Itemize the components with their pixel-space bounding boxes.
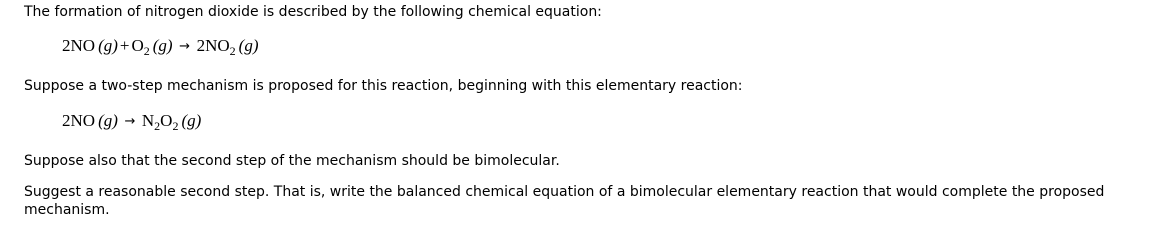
state-label: (g) bbox=[98, 36, 118, 55]
state-label: (g) bbox=[238, 36, 259, 55]
overall-equation bbox=[62, 35, 258, 58]
state-label: (g) bbox=[181, 111, 202, 130]
reactant-no: 2NO bbox=[62, 111, 96, 130]
product-no2: $2NO_2$ bbox=[196, 36, 236, 58]
product-n2o2: $N_2O_2$ bbox=[141, 111, 179, 133]
reactant-o2: $O_2$ bbox=[131, 36, 150, 58]
plus-sign: + bbox=[119, 36, 130, 55]
reaction-arrow-icon: → bbox=[179, 39, 191, 54]
state-label: (g) bbox=[98, 111, 118, 130]
intro-text: The formation of nitrogen dioxide is described by the following chemical equation: bbox=[24, 4, 602, 20]
reactant-no: 2NO bbox=[62, 36, 96, 55]
mechanism-intro-text: Suppose a two-step mechanism is proposed for this reaction, beginning with this elementary reaction: bbox=[24, 78, 743, 94]
task-text: Suggest a reasonable second step. That is, write the balanced chemical equation of a bimolecular elementary reaction that would complete the proposed mechanism. bbox=[24, 184, 1105, 218]
state-label: (g) bbox=[152, 36, 173, 55]
step1-equation bbox=[62, 110, 201, 133]
reaction-arrow-icon: → bbox=[124, 114, 136, 129]
bimolecular-note-text: Suppose also that the second step of the mechanism should be bimolecular. bbox=[24, 153, 560, 169]
